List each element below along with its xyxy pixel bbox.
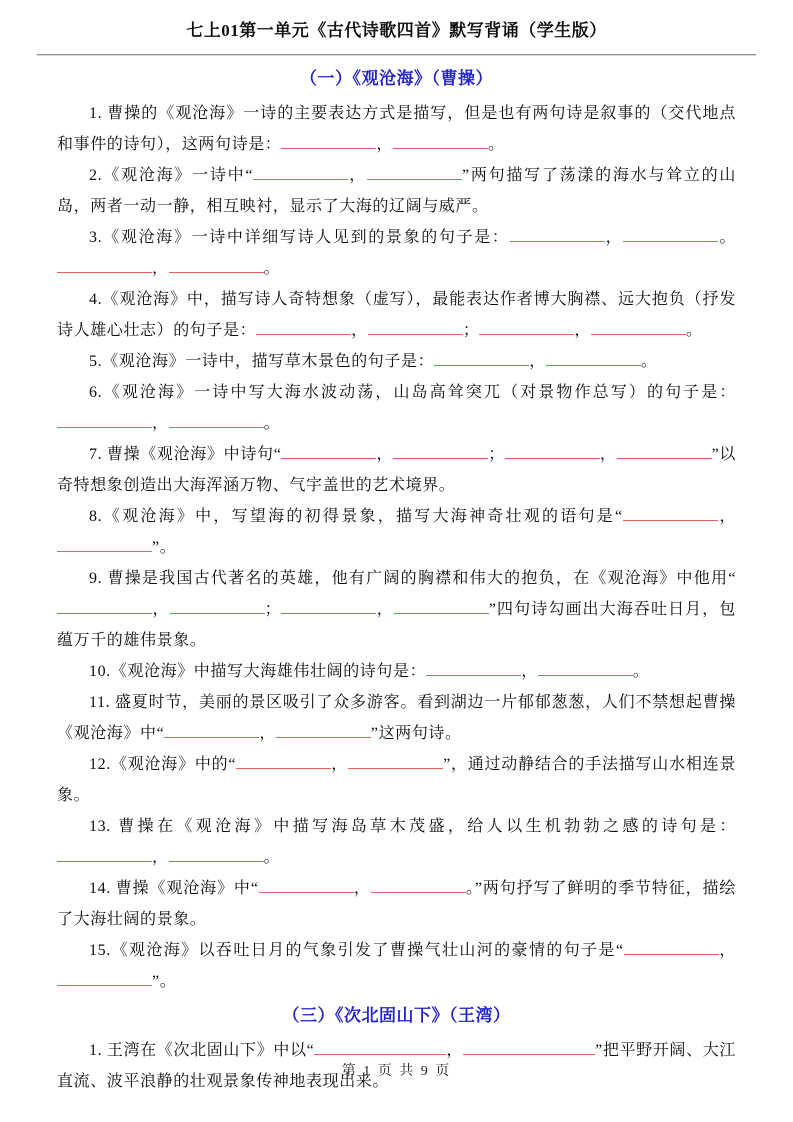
question-text: ， xyxy=(521,663,538,680)
answer-blank xyxy=(169,258,264,273)
question-text: ， xyxy=(348,167,368,184)
question-text: 3.《观沧海》一诗中详细写诗人见到的景象的句子是： xyxy=(89,229,510,246)
answer-blank xyxy=(253,165,348,180)
question-text: ； xyxy=(264,601,282,618)
answer-blank xyxy=(393,134,488,149)
question xyxy=(57,656,736,687)
answer-blank xyxy=(463,1040,595,1055)
question-text: 。 xyxy=(640,353,658,370)
answer-blank xyxy=(348,754,443,769)
answer-blank xyxy=(57,413,152,428)
question-text: ， xyxy=(599,446,617,463)
answer-blank xyxy=(505,444,600,459)
question-text: 。 xyxy=(263,849,281,866)
question-text: ； xyxy=(462,322,480,339)
question-text: 。 xyxy=(263,260,281,277)
answer-blank xyxy=(394,599,489,614)
answer-blank xyxy=(591,320,686,335)
answer-blank xyxy=(256,320,351,335)
answer-blank xyxy=(281,444,376,459)
answer-blank xyxy=(276,723,371,738)
question-text: 14. 曹操《观沧海》中“ xyxy=(89,880,259,897)
question-text: ， xyxy=(351,322,368,339)
answer-blank xyxy=(57,971,152,986)
question-text: 7. 曹操《观沧海》中诗句“ xyxy=(89,446,282,463)
question-text: 6.《观沧海》一诗中写大海水波动荡，山岛高耸突兀（对景物作总写）的句子是： xyxy=(89,384,736,401)
answer-blank xyxy=(57,537,152,552)
question-text: ”两句描写了荡漾的海水与耸立的山岛，两者一动一静，相互映衬，显示了大海的辽阔与威严。 xyxy=(57,167,737,215)
answer-blank xyxy=(426,661,521,676)
page-footer: 第 1 页 共 9 页 xyxy=(341,1064,452,1079)
question-text: 2.《观沧海》一诗中“ xyxy=(89,167,254,184)
question xyxy=(57,501,736,563)
question-text: ， xyxy=(376,601,394,618)
question-text: ， xyxy=(376,446,394,463)
question-text: ， xyxy=(604,229,624,246)
question-text: ， xyxy=(446,1042,464,1059)
title-divider xyxy=(37,54,756,56)
question-text: ， xyxy=(718,942,736,959)
question-text: 13. 曹操在《观沧海》中描写海岛草木茂盛，给人以生机勃勃之感的诗句是： xyxy=(89,818,736,835)
answer-blank xyxy=(538,661,633,676)
question-text: 9. 曹操是我国古代著名的英雄，他有广阔的胸襟和伟大的抱负，在《观沧海》中他用“ xyxy=(89,570,736,587)
question xyxy=(57,346,736,377)
question-text: ”四句诗勾画出大海吞吐日月，包蕴万千的雄伟景象。 xyxy=(57,601,736,649)
section-heading: （三）《次北固山下》（王湾） xyxy=(282,1006,511,1025)
question xyxy=(57,811,736,873)
answer-blank xyxy=(623,506,718,521)
question-text: ”。 xyxy=(152,539,177,556)
question xyxy=(57,873,736,935)
answer-blank xyxy=(617,444,712,459)
question-text: 。 xyxy=(632,663,650,680)
question-text: ， xyxy=(376,136,394,153)
answer-blank xyxy=(368,320,463,335)
question-text: 4.《观沧海》中，描写诗人奇特想象（虚写），最能表达作者博大胸襟、远大抱负（抒发诗人雄心壮志）的句子是： xyxy=(57,291,736,339)
question-text: 。 xyxy=(686,322,703,339)
question-text: 。 xyxy=(718,229,736,246)
answer-blank xyxy=(434,351,529,366)
answer-blank xyxy=(259,878,354,893)
answer-blank xyxy=(281,134,376,149)
question-text: 。 xyxy=(263,415,281,432)
answer-blank xyxy=(169,847,264,862)
answer-blank xyxy=(170,599,265,614)
document-content xyxy=(57,60,736,1097)
answer-blank xyxy=(479,320,574,335)
question xyxy=(57,439,736,501)
question-text: 10.《观沧海》中描写大海雄伟壮阔的诗句是： xyxy=(89,663,427,680)
question-text: ， xyxy=(152,601,170,618)
question-text: 5.《观沧海》一诗中，描写草木景色的句子是： xyxy=(89,353,435,370)
question-text: ”，通过动静结合的手法描写山水相连景象。 xyxy=(57,756,737,804)
question-text: ， xyxy=(331,756,349,773)
question-text: ； xyxy=(488,446,505,463)
answer-blank xyxy=(281,599,376,614)
question-text: ， xyxy=(152,260,169,277)
answer-blank xyxy=(624,940,719,955)
question xyxy=(57,160,736,222)
question-text: 8.《观沧海》中，写望海的初得景象，描写大海神奇壮观的语句是“ xyxy=(89,508,623,525)
question xyxy=(57,98,736,160)
question-text: ， xyxy=(152,415,169,432)
question-text: ”这两句诗。 xyxy=(370,725,462,742)
answer-blank xyxy=(510,227,605,242)
question-text: ”以奇特想象创造出大海浑涵万物、气宇盖世的艺术境界。 xyxy=(57,446,736,494)
question-text: 。”两句抒写了鲜明的季节特征，描绘了大海壮阔的景象。 xyxy=(57,880,736,928)
question-text: 1. 王湾在《次北固山下》中以“ xyxy=(89,1042,315,1059)
question xyxy=(57,222,736,284)
question xyxy=(57,377,736,439)
question xyxy=(57,563,736,656)
question-text: ”。 xyxy=(152,973,177,990)
question-text: ”把平野开阔、大江直流、波平浪静的壮观景象传神地表现出来。 xyxy=(57,1042,736,1090)
section-heading: （一）《观沧海》（曹操） xyxy=(300,69,493,88)
answer-blank xyxy=(546,351,641,366)
question-text: ， xyxy=(259,725,276,742)
answer-blank xyxy=(236,754,331,769)
answer-blank xyxy=(57,599,152,614)
answer-blank xyxy=(164,723,259,738)
answer-blank xyxy=(57,258,152,273)
answer-blank xyxy=(314,1040,446,1055)
question-text: 12.《观沧海》中的“ xyxy=(89,756,237,773)
question-text: ， xyxy=(574,322,592,339)
question-text: 15.《观沧海》以吞吐日月的气象引发了曹操气壮山河的豪情的句子是“ xyxy=(89,942,624,959)
question-text: 。 xyxy=(488,136,505,153)
question-text: ， xyxy=(353,880,371,897)
question xyxy=(57,284,736,346)
answer-blank xyxy=(623,227,718,242)
answer-blank xyxy=(371,878,466,893)
question xyxy=(57,935,736,997)
question-text: 1. 曹操的《观沧海》一诗的主要表达方式是描写，但是也有两句诗是叙事的（交代地点和事件的诗句），这两句诗是： xyxy=(57,105,736,153)
question xyxy=(57,749,736,811)
page-title: 七上01第一单元《古代诗歌四首》默写背诵（学生版） xyxy=(186,21,607,40)
question xyxy=(57,687,736,749)
answer-blank xyxy=(367,165,462,180)
question-text: 11. 盛夏时节，美丽的景区吸引了众多游客。看到湖边一片郁郁葱葱，人们不禁想起曹操《观沧海》中“ xyxy=(57,694,736,742)
question-text: ， xyxy=(717,508,736,525)
answer-blank xyxy=(169,413,264,428)
question-text: ， xyxy=(529,353,546,370)
question-text: ， xyxy=(152,849,169,866)
answer-blank xyxy=(393,444,488,459)
answer-blank xyxy=(57,847,152,862)
